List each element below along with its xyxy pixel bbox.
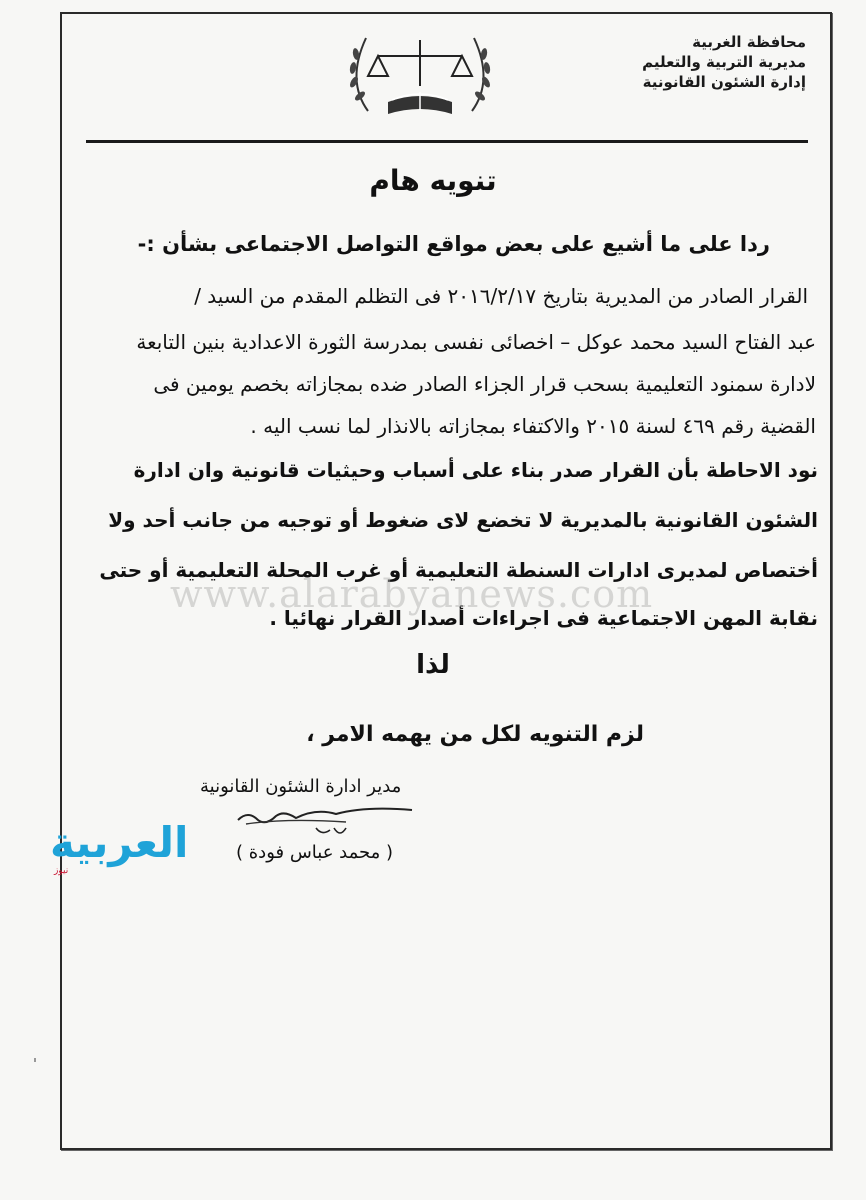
body-line-2: عبد الفتاح السيد محمد عوكل – اخصائى نفسى بمدرسة الثورة الاعدادية بنين التابعة — [136, 330, 816, 354]
justice-emblem-icon — [338, 26, 502, 122]
logo-wordmark: العربية — [50, 818, 189, 867]
body-line-8: نقابة المهن الاجتماعية فى اجراءات أصدار القرار نهائيا . — [269, 606, 818, 630]
signatory-name: ( محمد عباس فودة ) — [236, 842, 394, 863]
conclusion-heading: لذا — [416, 650, 450, 680]
body-line-6: الشئون القانونية بالمديرية لا تخضع لاى ضغوط أو توجيه من جانب أحد ولا — [108, 508, 818, 532]
alarabya-news-logo — [50, 818, 190, 878]
conclusion-line: لزم التنويه لكل من يهمه الامر ، — [306, 722, 644, 747]
body-line-1: القرار الصادر من المديرية بتاريخ ٢٠١٦/٢/١٧ فى التظلم المقدم من السيد / — [194, 284, 808, 308]
header-line-governorate: محافظة الغربية — [692, 33, 806, 51]
site-watermark: www.alarabyanews.com — [170, 572, 654, 616]
scan-speck — [34, 1058, 36, 1062]
header-line-directorate: مديرية التربية والتعليم — [642, 53, 806, 71]
intro-line: ردا على ما أشيع على بعض مواقع التواصل الاجتماعى بشأن :- — [137, 232, 770, 256]
header-line-department: إدارة الشئون القانونية — [642, 73, 806, 91]
body-line-4: القضية رقم ٤٦٩ لسنة ٢٠١٥ والاكتفاء بمجازاته بالانذار لما نسب اليه . — [250, 414, 816, 438]
header-divider — [86, 140, 808, 143]
body-line-3: لادارة سمنود التعليمية بسحب قرار الجزاء الصادر ضده بمجازاته بخصم يومين فى — [153, 372, 816, 396]
body-line-5: نود الاحاطة بأن القرار صدر بناء على أسباب وحيثيات قانونية وان ادارة — [133, 458, 818, 482]
logo-subtext: نيوز — [54, 866, 69, 876]
page-title: تنويه هام — [369, 164, 497, 197]
handwritten-signature — [226, 798, 426, 848]
signatory-title: مدير ادارة الشئون القانونية — [200, 776, 402, 797]
body-line-7: أختصاص لمديرى ادارات السنطة التعليمية أو غرب المحلة التعليمية أو حتى — [99, 558, 818, 582]
issuing-authority — [642, 32, 806, 92]
